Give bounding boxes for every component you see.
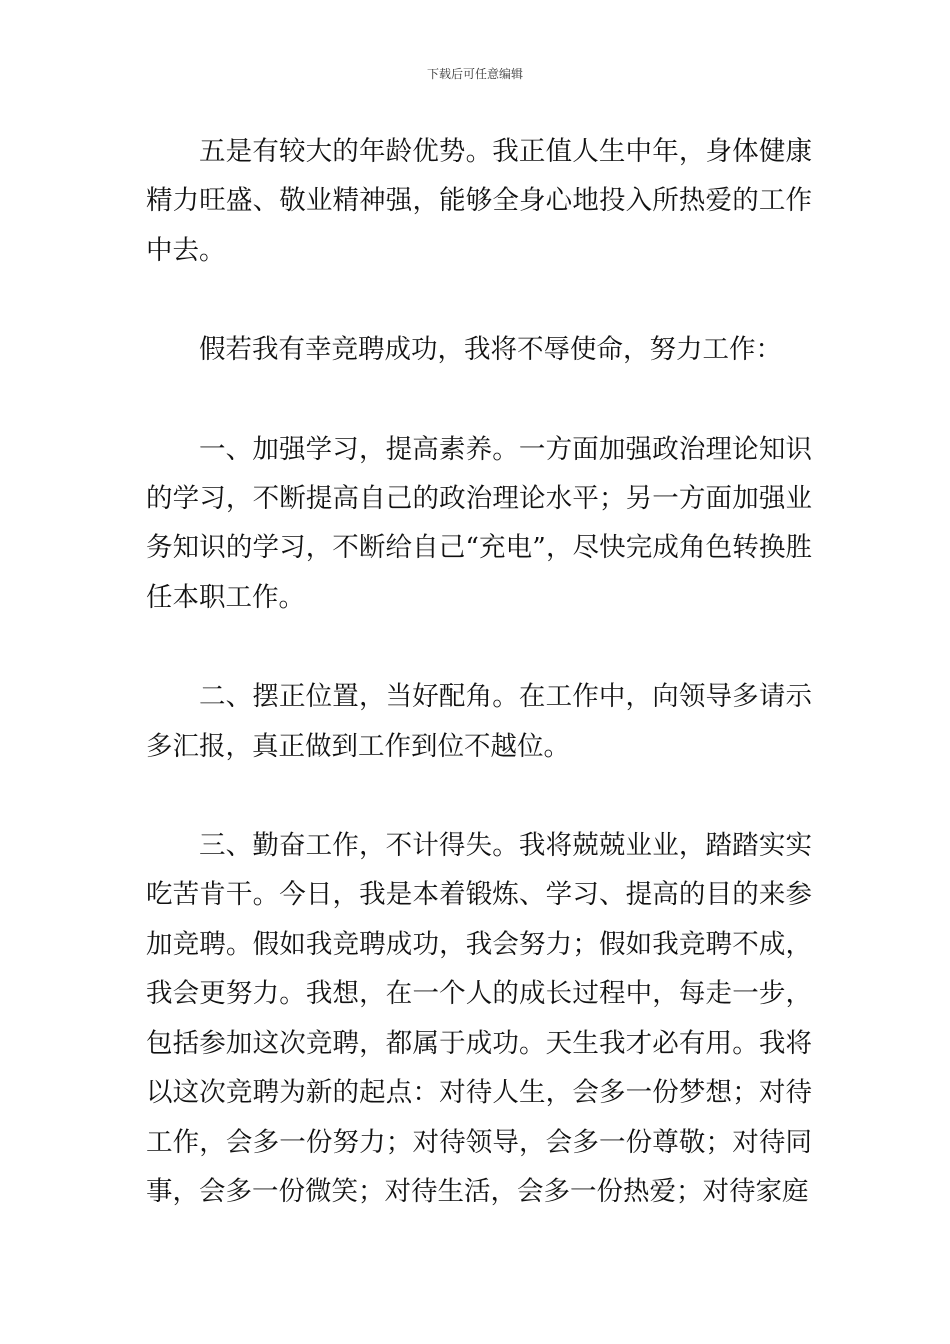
paragraph-spacer bbox=[146, 275, 812, 325]
paragraph-point-one: 一、加强学习，提高素养。一方面加强政治理论知识的学习，不断提高自己的政治理论水平；另一方面加强业务知识的学习，不断给自己“充电”，尽快完成角色转换胜任本职工作。 bbox=[146, 433, 812, 613]
paragraph-age-advantage: 五是有较大的年龄优势。我正值人生中年，身体健康精力旺盛、敬业精神强，能够全身心地投入所热爱的工作中去。 bbox=[146, 136, 812, 266]
paragraph-spacer bbox=[146, 622, 812, 672]
paragraph-spacer bbox=[146, 375, 812, 425]
paragraph-point-three: 三、勤奋工作，不计得失。我将兢兢业业，踏踏实实吃苦肯干。今日，我是本着锻炼、学习、提高的目的来参加竞聘。假如我竞聘成功，我会努力；假如我竞聘不成，我会更努力。我想，在一个人的成长过程中，每走一步，包括参加这次竞聘，都属于成功。天生我才必有用。我将以这次竞聘为新的起点：对待人生，会多一份梦想；对待工作，会多一份努力；对待领导，会多一份尊敬；对待同事，会多一份微笑；对待生活，会多一份热爱；对待家庭 bbox=[146, 830, 812, 1207]
paragraph-point-two: 二、摆正位置，当好配角。在工作中，向领导多请示多汇报，真正做到工作到位不越位。 bbox=[146, 681, 812, 762]
page-header: 下载后可任意编辑 bbox=[426, 67, 523, 81]
document-body bbox=[146, 127, 812, 1216]
paragraph-spacer bbox=[146, 771, 812, 821]
paragraph-commitment: 假若我有幸竞聘成功，我将不辱使命，努力工作： bbox=[199, 334, 782, 366]
